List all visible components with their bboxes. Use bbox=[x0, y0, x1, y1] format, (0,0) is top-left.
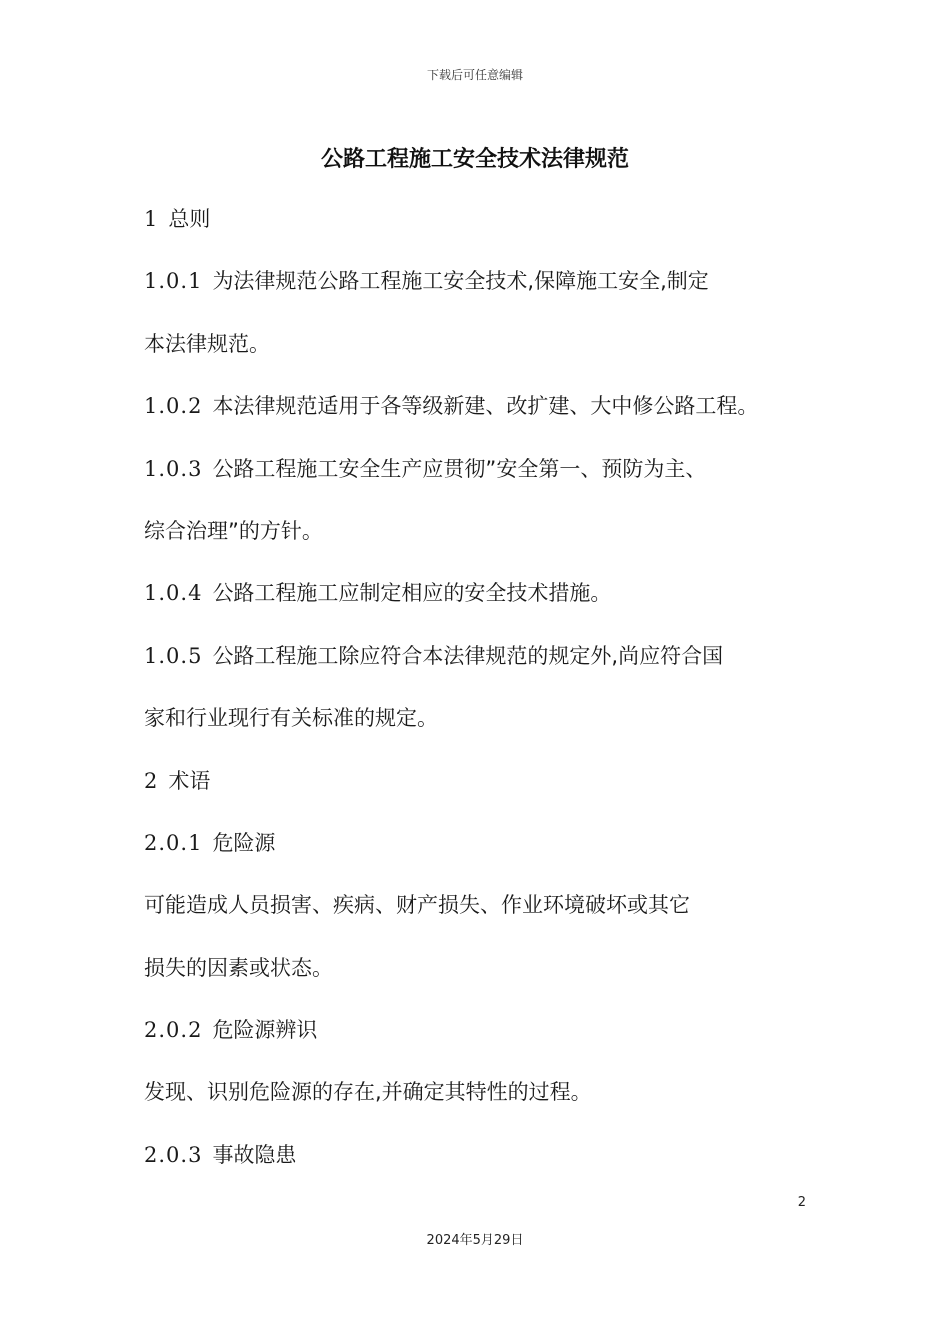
line-text: 可能造成人员损害、疾病、财产损失、作业环境破坏或其它 bbox=[144, 893, 690, 918]
clause-number: 1.0.1 bbox=[144, 269, 203, 294]
body-line bbox=[144, 1014, 844, 1076]
body-line bbox=[144, 203, 844, 265]
body-line bbox=[144, 1139, 844, 1201]
clause-number: 2.0.3 bbox=[144, 1142, 203, 1167]
body-line bbox=[144, 1076, 844, 1138]
clause-number: 1.0.5 bbox=[144, 643, 203, 668]
document-body bbox=[144, 203, 844, 1201]
clause-number: 1.0.4 bbox=[144, 581, 203, 606]
body-line bbox=[144, 328, 844, 390]
body-line bbox=[144, 577, 844, 639]
clause-number: 2.0.1 bbox=[144, 830, 203, 855]
clause-number: 1.0.3 bbox=[144, 456, 203, 481]
document-title: 公路工程施工安全技术法律规范 bbox=[320, 147, 629, 172]
body-line bbox=[144, 515, 844, 577]
body-line bbox=[144, 453, 844, 515]
clause-number: 1.0.2 bbox=[144, 394, 203, 419]
clause-number: 2.0.2 bbox=[144, 1018, 203, 1043]
body-line bbox=[144, 265, 844, 327]
clause-number: 1 bbox=[144, 207, 159, 231]
line-text: 公路工程施工除应符合本法律规范的规定外,尚应符合国 bbox=[212, 643, 724, 668]
body-line bbox=[144, 952, 844, 1014]
body-line bbox=[144, 702, 844, 764]
body-line bbox=[144, 390, 844, 452]
body-line bbox=[144, 765, 844, 827]
line-text: 公路工程施工安全生产应贯彻”安全第一、预防为主、 bbox=[212, 456, 707, 481]
line-text: 本法律规范。 bbox=[144, 331, 270, 356]
line-text: 总则 bbox=[168, 207, 211, 231]
body-line bbox=[144, 889, 844, 951]
line-text: 损失的因素或状态。 bbox=[144, 955, 333, 980]
footer-date: 2024年5月29日 bbox=[426, 1233, 524, 1248]
line-text: 家和行业现行有关标准的规定。 bbox=[144, 706, 438, 731]
line-text: 危险源辨识 bbox=[212, 1018, 318, 1043]
line-text: 术语 bbox=[168, 768, 211, 793]
line-text: 为法律规范公路工程施工安全技术,保障施工安全,制定 bbox=[212, 269, 709, 294]
page-number: 2 bbox=[797, 1195, 806, 1210]
body-line bbox=[144, 640, 844, 702]
body-line bbox=[144, 827, 844, 889]
line-text: 综合治理”的方针。 bbox=[144, 518, 323, 543]
line-text: 本法律规范适用于各等级新建、改扩建、大中修公路工程。 bbox=[212, 394, 759, 419]
line-text: 事故隐患 bbox=[212, 1142, 297, 1167]
clause-number: 2 bbox=[144, 768, 159, 793]
line-text: 发现、识别危险源的存在,并确定其特性的过程。 bbox=[144, 1080, 592, 1105]
header-note: 下载后可任意编辑 bbox=[426, 68, 523, 82]
line-text: 危险源 bbox=[212, 830, 276, 855]
line-text: 公路工程施工应制定相应的安全技术措施。 bbox=[212, 581, 612, 606]
